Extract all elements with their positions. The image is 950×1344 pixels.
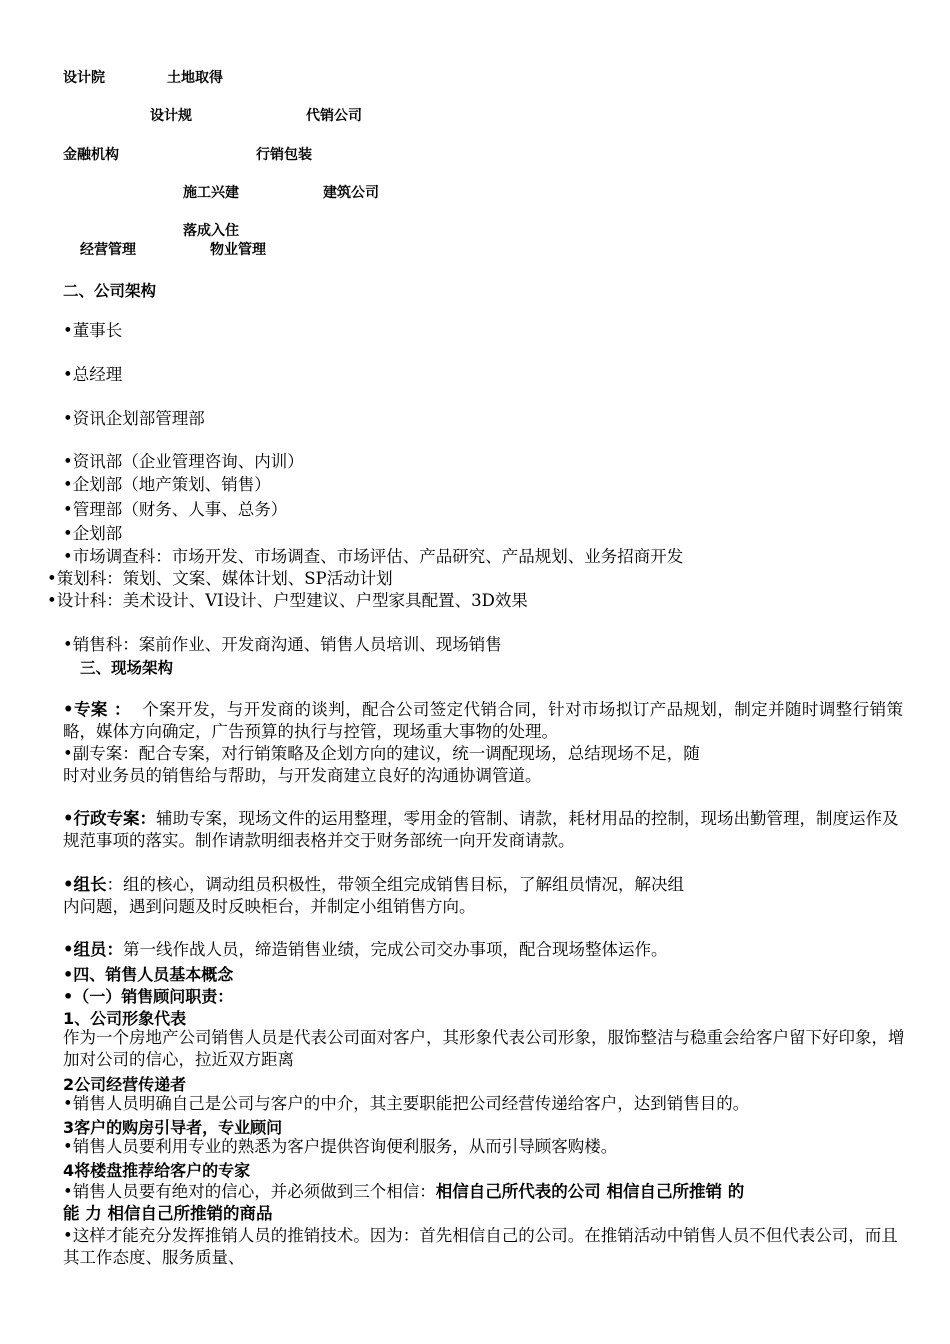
role-team-leader-label: •组长 [63,875,107,894]
duty4-text2: •这样才能充分发挥推销人员的推销技术。因为：首先相信自己的公司。在推销活动中销售人员不但代表公司，而且其工作态度、服务质量、 [63,1226,898,1267]
duty2-text: •销售人员明确自己是公司与客户的中介，其主要职能把公司经营传递给客户，达到销售目的。 [63,1094,750,1113]
role-project-manager-text: 个案开发，与开发商的谈判，配合公司签定代销合同，针对市场拟订产品规划，制定并随时调整行销策略，媒体方向确定，广告预算的执行与控管，现场重大事物的处理。 [63,700,903,741]
org-item-market-research: •市场调查科：市场开发、市场调查、市场评估、产品研究、产品规划、业务招商开发 [63,547,684,566]
org-item-planning: •企划部 [63,524,123,543]
flow-completion: 落成入住 [183,223,239,239]
org-item-chairman: •董事长 [63,321,123,340]
duty4-bold1: 相信自己所代表的公司 相信自己所推销 的 [435,1182,745,1201]
org-item-departments: •资讯企划部管理部 [63,409,205,428]
flow-agency-company: 代销公司 [306,108,362,124]
section3-heading: 三、现场架构 [80,659,174,677]
duty4-bold2: 能 力 相信自己所推销的商品 [63,1204,273,1223]
role-member [63,939,668,961]
org-item-gm: •总经理 [63,365,123,384]
flow-construction-company: 建筑公司 [323,185,379,201]
duty4-title: 4将楼盘推荐给客户的专家 [63,1161,251,1180]
role-admin-manager-label: •行政专案： [63,809,157,828]
org-item-strategy: •策划科：策划、文案、媒体计划、SP活动计划 [47,569,393,588]
duty1-title: 1、公司形象代表 [63,1009,187,1028]
section4-subheading: •（一）销售顾问职责： [63,987,234,1006]
duty4-text-pre: •销售人员要有绝对的信心，并必须做到三个相信： [63,1182,436,1201]
flow-construction: 施工兴建 [183,185,239,201]
role-member-text: 第一线作战人员，缔造销售业绩，完成公司交办事项，配合现场整体运作。 [123,940,668,959]
org-item-info-dept: •资讯部（企业管理咨询、内训） [63,452,304,471]
flow-property-management: 物业管理 [210,242,266,258]
flow-design-institute: 设计院 [63,70,105,86]
org-item-design: •设计科：美术设计、VI设计、户型建议、户型家具配置、3D效果 [47,591,528,610]
flow-financial-institution: 金融机构 [63,147,119,163]
role-team-leader-text1: ：组的核心，调动组员积极性，带领全组完成销售目标，了解组员情况，解决组 [106,875,685,894]
flow-sales-packaging: 行销包装 [256,147,312,163]
duty3-title: 3客户的购房引导者，专业顾问 [63,1118,283,1137]
role-project-manager [63,699,903,743]
role-member-label: •组员： [63,940,124,959]
duty3-text: •销售人员要利用专业的熟悉为客户提供咨询便利服务，从而引导顾客购楼。 [63,1137,618,1156]
org-item-planning-dept: •企划部（地产策划、销售） [63,475,271,494]
role-project-manager-label: •专案 ： [63,700,131,719]
role-deputy-line1: •副专案：配合专案，对行销策略及企划方向的建议，统一调配现场，总结现场不足，随 [63,744,700,763]
section2-heading: 二、公司架构 [63,282,157,300]
flow-land-acquisition: 土地取得 [167,70,223,86]
flow-design-planning: 设计规 [150,108,192,124]
duty2-title: 2公司经营传递者 [63,1075,187,1094]
role-team-leader-line1 [63,874,684,896]
role-deputy-line2: 时对业务员的销售给与帮助，与开发商建立良好的沟通协调管道。 [63,766,542,785]
role-team-leader-line2: 内问题，遇到问题及时反映柜台，并制定小组销售方向。 [63,897,476,916]
org-item-sales: •销售科：案前作业、开发商沟通、销售人员培训、现场销售 [63,635,502,654]
flow-operation-management: 经营管理 [80,242,136,258]
duty1-text: 作为一个房地产公司销售人员是代表公司面对客户，其形象代表公司形象，服饰整洁与稳重会给客户留下好印象，增加对公司的信心，拉近双方距离 [63,1028,905,1069]
role-admin-manager [63,808,903,852]
role-admin-manager-text: 辅助专案，现场文件的运用整理，零用金的管制、请款，耗材用品的控制，现场出勤管理，制度运作及规范事项的落实。制作请款明细表格并交于财务部统一向开发商请款。 [63,809,899,850]
section4-heading: •四、销售人员基本概念 [63,965,234,984]
org-item-admin-dept: •管理部（财务、人事、总务） [63,500,288,519]
duty4-text-line1 [63,1181,744,1203]
